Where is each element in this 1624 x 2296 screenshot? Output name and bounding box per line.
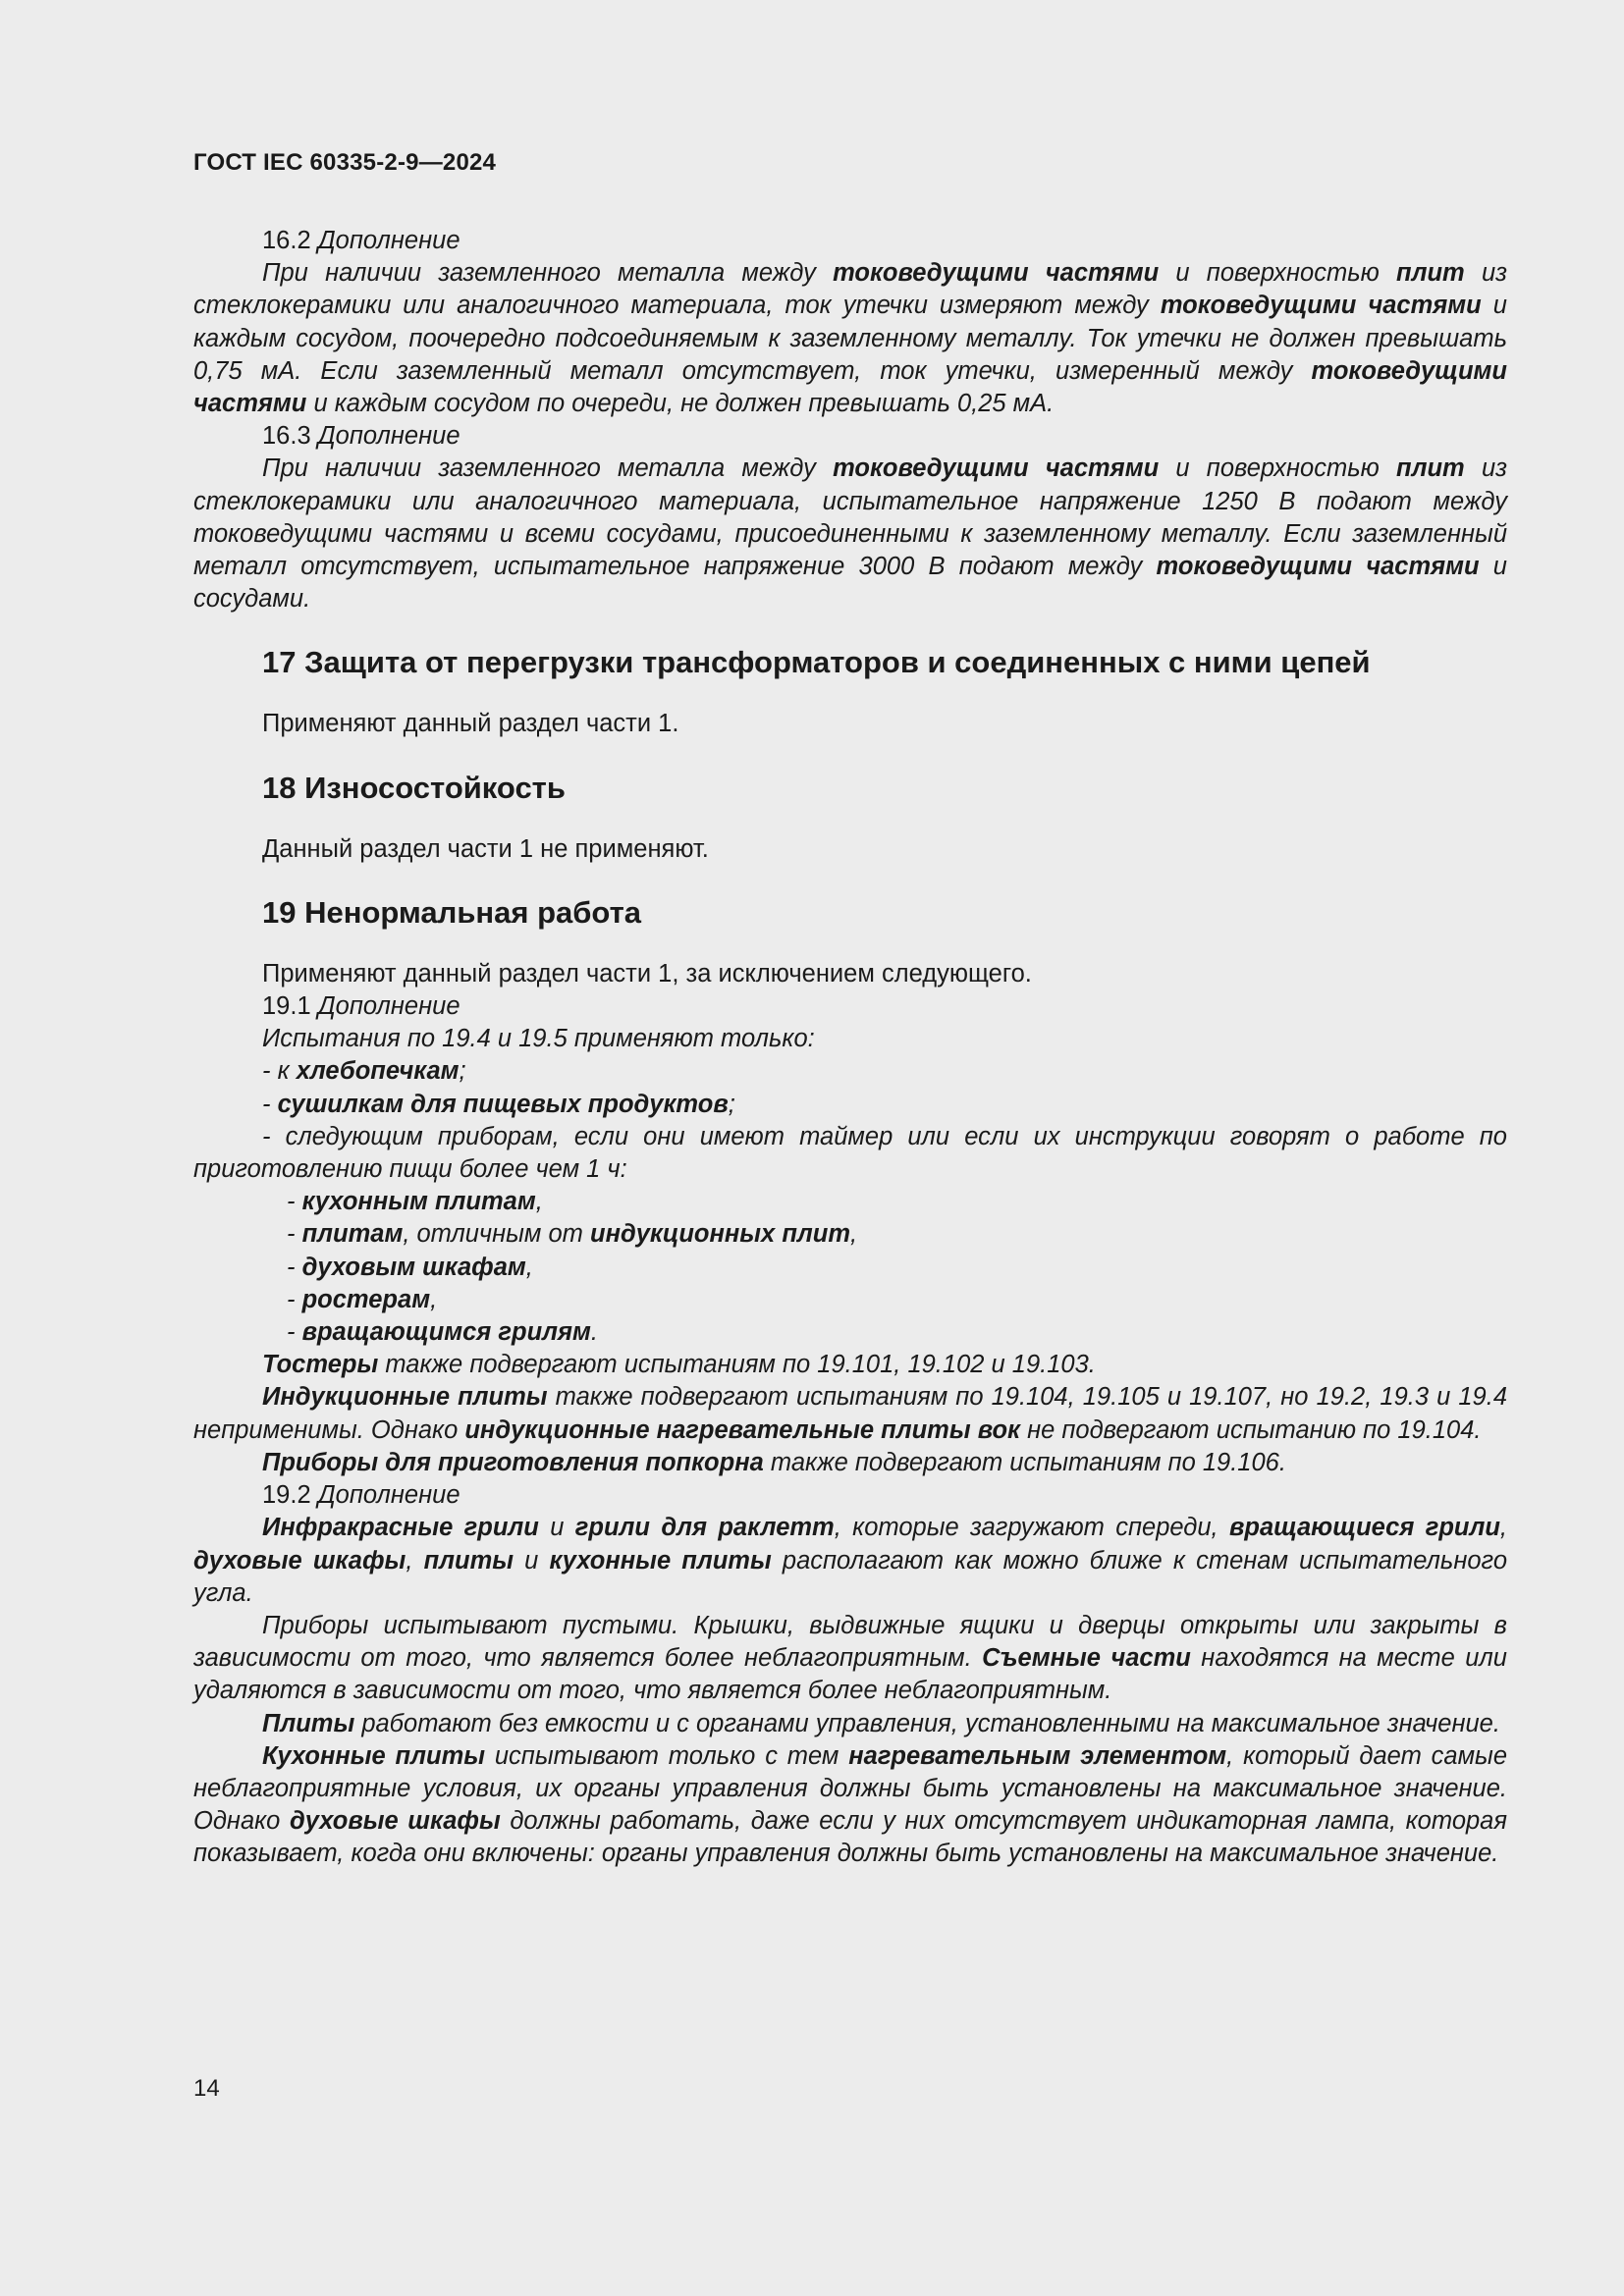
text-run: работают без емкости и с органами управления, установленными на максимальное значение. (354, 1709, 1500, 1737)
defined-term: плиты (423, 1546, 514, 1575)
text-run: также подвергают испытаниям по 19.106. (763, 1448, 1286, 1476)
text-run: Испытания по 19.4 и 19.5 применяют только: (262, 1025, 815, 1053)
defined-term: токоведущими частями (1160, 292, 1482, 320)
defined-term: нагревательным элементом (848, 1741, 1227, 1770)
text-run: и (538, 1514, 575, 1542)
defined-term: плитам (301, 1220, 404, 1249)
paragraph (193, 1252, 1507, 1284)
text-run: ; (459, 1057, 466, 1086)
defined-term: плит (1396, 454, 1465, 483)
paragraph (193, 1349, 1507, 1381)
text-run: испытывают только с тем (485, 1741, 849, 1770)
paragraph (193, 1447, 1507, 1479)
defined-term: Тостеры (262, 1351, 379, 1379)
text-run: , (535, 1188, 543, 1216)
defined-term: Инфракрасные грили (262, 1514, 539, 1542)
page-number: 14 (193, 2075, 220, 2102)
defined-term: Съемные части (982, 1644, 1191, 1673)
defined-term: кухонные плиты (549, 1546, 772, 1575)
text-run: - (287, 1188, 302, 1216)
text-run: должны работать, даже если у них отсутствует индикаторная лампа, которая показывает, когда они включены: органы управления должны быть установлены на максимальное значение. (193, 1807, 1507, 1868)
text-run: находятся на месте или удаляются в зависимости от того, что является более неблагоприятным. (193, 1644, 1507, 1705)
paragraph (193, 1512, 1507, 1610)
defined-term: токоведущими частями (833, 454, 1160, 483)
section-heading: 18 Износостойкость (262, 770, 566, 805)
paragraph (193, 1089, 1507, 1121)
defined-term: Индукционные плиты (262, 1383, 548, 1412)
defined-term: токоведущими частями (193, 356, 1507, 418)
document-header: ГОСТ IEC 60335-2-9—2024 (193, 149, 497, 176)
defined-term: духовым шкафам (301, 1253, 526, 1281)
defined-term: сушилкам для пищевых продуктов (277, 1090, 729, 1118)
paragraph (193, 1218, 1507, 1251)
paragraph (193, 1479, 1507, 1512)
defined-term: Плиты (262, 1709, 355, 1737)
text-run: и (514, 1546, 550, 1575)
defined-term: токоведущими частями (1156, 553, 1480, 581)
text-run: Данный раздел части 1 не применяют. (262, 834, 709, 863)
paragraph (193, 990, 1507, 1023)
paragraph (193, 1610, 1507, 1708)
text-run: При наличии заземленного металла между (262, 259, 834, 288)
text-run: Дополнение (317, 422, 460, 451)
text-run: Применяют данный раздел части 1. (262, 710, 679, 738)
text-run: - (287, 1285, 302, 1313)
paragraph (193, 1316, 1507, 1349)
text-run: - следующим приборам, если они имеют таймер или если их инструкции говорят о работе по приготовлению пищи более чем 1 ч: (193, 1122, 1507, 1184)
text-run: Дополнение (317, 992, 460, 1021)
text-run: , (850, 1220, 858, 1249)
text-run: Приборы испытывают пустыми. Крышки, выдвижные ящики и дверцы открыты или закрыты в зависимости от того, что является более неблагоприятным. (193, 1611, 1507, 1673)
text-run: - (287, 1253, 302, 1281)
spacer (193, 682, 1507, 708)
text-run: из стеклокерамики или аналогичного материала, испытательное напряжение 1250 В подают между токоведущими частями и всеми сосудами, присоединенными к заземленному металлу. Если заземленный металл отсутствует, испытательное напряжение 3000 В подают между (193, 454, 1507, 581)
paragraph (193, 1186, 1507, 1218)
text-run: 19.1 (262, 992, 318, 1021)
text-run: , (525, 1253, 533, 1281)
paragraph (193, 453, 1507, 615)
text-run: не подвергают испытанию по 19.104. (1019, 1415, 1482, 1444)
text-run: , (1499, 1514, 1508, 1542)
defined-term: индукционных плит (590, 1220, 851, 1249)
text-run: При наличии заземленного металла между (262, 454, 834, 483)
text-run: , отличным от (403, 1220, 590, 1249)
paragraph (193, 225, 1507, 257)
defined-term: грили для раклетт (574, 1514, 835, 1542)
defined-term: духовые шкафы (193, 1546, 406, 1575)
paragraph (193, 833, 1507, 866)
paragraph (193, 257, 1507, 420)
paragraph (193, 1284, 1507, 1316)
defined-term: ростерам (301, 1285, 431, 1313)
text-run: , который дает самые неблагоприятные условия, их органы управления должны быть установлены на максимальное значение. Однако (193, 1741, 1507, 1836)
text-run: - (287, 1220, 302, 1249)
defined-term: токоведущими частями (833, 259, 1160, 288)
spacer (193, 808, 1507, 833)
defined-term: вращающимся грилям (301, 1318, 591, 1347)
paragraph (193, 958, 1507, 990)
paragraph (193, 1055, 1507, 1088)
text-run: , которые загружают спереди, (834, 1514, 1229, 1542)
text-run: , (430, 1285, 438, 1313)
defined-term: кухонным плитам (301, 1188, 536, 1216)
text-run: и сосудами. (193, 553, 1507, 614)
defined-term: Кухонные плиты (262, 1741, 486, 1770)
paragraph (193, 1121, 1507, 1186)
text-run: Дополнение (317, 227, 460, 254)
section-heading: 19 Ненормальная работа (262, 894, 642, 930)
text-run: ; (728, 1090, 735, 1118)
text-run: и поверхностью (1159, 259, 1397, 288)
paragraph (193, 1023, 1507, 1055)
paragraph (193, 1381, 1507, 1446)
spacer (193, 866, 1507, 893)
defined-term: хлебопечкам (296, 1057, 460, 1086)
text-run: 19.2 (262, 1481, 318, 1510)
text-run: Дополнение (317, 1481, 460, 1510)
text-run: располагают как можно ближе к стенам испытательного угла. (193, 1546, 1508, 1607)
text-run: 16.3 (262, 422, 318, 451)
defined-term: духовые шкафы (289, 1807, 501, 1836)
spacer (193, 615, 1507, 643)
text-run: также подвергают испытаниям по 19.101, 19.102 и 19.103. (378, 1351, 1096, 1379)
text-run: . (590, 1318, 598, 1347)
text-run: и поверхностью (1159, 454, 1397, 483)
paragraph (193, 1740, 1507, 1871)
text-run: и каждым сосудом по очереди, не должен превышать 0,25 мА. (306, 390, 1055, 418)
text-run: и каждым сосудом, поочередно подсоединяемым к заземленному металлу. Ток утечки не должен превышать 0,75 мА. Если заземленный металл отсутствует, ток утечки, измеренный между (193, 292, 1507, 385)
text-run: , (406, 1546, 424, 1575)
text-run: - (287, 1318, 302, 1347)
paragraph (193, 420, 1507, 453)
text-run: также подвергают испытаниям по 19.104, 19.105 и 19.107, но 19.2, 19.3 и 19.4 неприменимы. Однако (193, 1383, 1507, 1444)
spacer (193, 741, 1507, 769)
text-run: 16.2 (262, 227, 318, 254)
paragraph (193, 708, 1507, 740)
paragraph (193, 1708, 1507, 1740)
defined-term: плит (1396, 259, 1465, 288)
defined-term: Приборы для приготовления попкорна (262, 1448, 764, 1476)
text-run: из стеклокерамики или аналогичного материала, ток утечки измеряют между (193, 259, 1507, 320)
text-run: - (262, 1090, 278, 1118)
text-run: - к (262, 1057, 297, 1086)
defined-term: индукционные нагревательные плиты вок (464, 1415, 1020, 1444)
document-body (193, 225, 1507, 1871)
spacer (193, 933, 1507, 958)
text-run: Применяют данный раздел части 1, за исключением следующего. (262, 959, 1032, 988)
section-heading: 17 Защита от перегрузки трансформаторов и соединенных с ними цепей (262, 645, 1371, 680)
defined-term: вращающиеся грили (1229, 1514, 1500, 1542)
